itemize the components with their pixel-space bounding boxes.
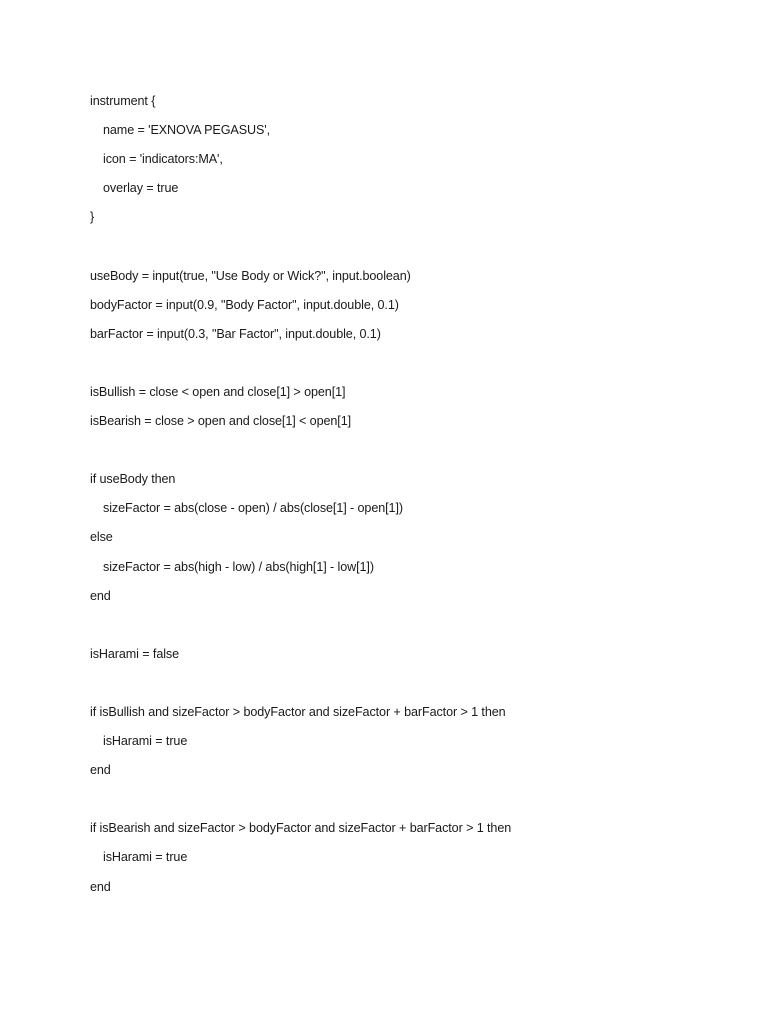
code-line: end [90, 763, 111, 778]
code-line: end [90, 588, 111, 603]
code-line: if isBullish and sizeFactor > bodyFactor and sizeFactor + barFactor > 1 then [90, 704, 506, 719]
blank-line [90, 349, 730, 378]
code-line: isHarami = true [103, 850, 188, 865]
code-line: name = 'EXNOVA PEGASUS', [103, 123, 271, 138]
code-line: else [90, 530, 113, 545]
blank-line [90, 611, 730, 640]
code-line: sizeFactor = abs(close - open) / abs(close[1] - open[1]) [103, 501, 403, 516]
code-line: icon = 'indicators:MA', [103, 152, 223, 167]
code-line: isHarami = false [90, 646, 180, 661]
code-line: overlay = true [103, 181, 179, 196]
code-line: isHarami = true [103, 734, 188, 749]
blank-line [90, 232, 730, 261]
blank-line [90, 669, 730, 698]
code-line: if isBearish and sizeFactor > bodyFactor and sizeFactor + barFactor > 1 then [90, 821, 512, 836]
code-line: isBullish = close < open and close[1] > open[1] [90, 384, 346, 399]
code-line: if useBody then [90, 472, 176, 487]
code-line: end [90, 879, 111, 894]
code-line: bodyFactor = input(0.9, "Body Factor", input.double, 0.1) [90, 297, 399, 312]
code-line: } [90, 210, 95, 225]
blank-line [90, 785, 730, 814]
code-line: isBearish = close > open and close[1] < open[1] [90, 414, 351, 429]
code-line: useBody = input(true, "Use Body or Wick?", input.boolean) [90, 268, 411, 283]
code-line: barFactor = input(0.3, "Bar Factor", input.double, 0.1) [90, 326, 381, 341]
code-line: instrument { [90, 94, 156, 108]
script-code-block [90, 87, 730, 902]
code-line: sizeFactor = abs(high - low) / abs(high[1] - low[1]) [103, 559, 374, 574]
blank-line [90, 436, 730, 465]
